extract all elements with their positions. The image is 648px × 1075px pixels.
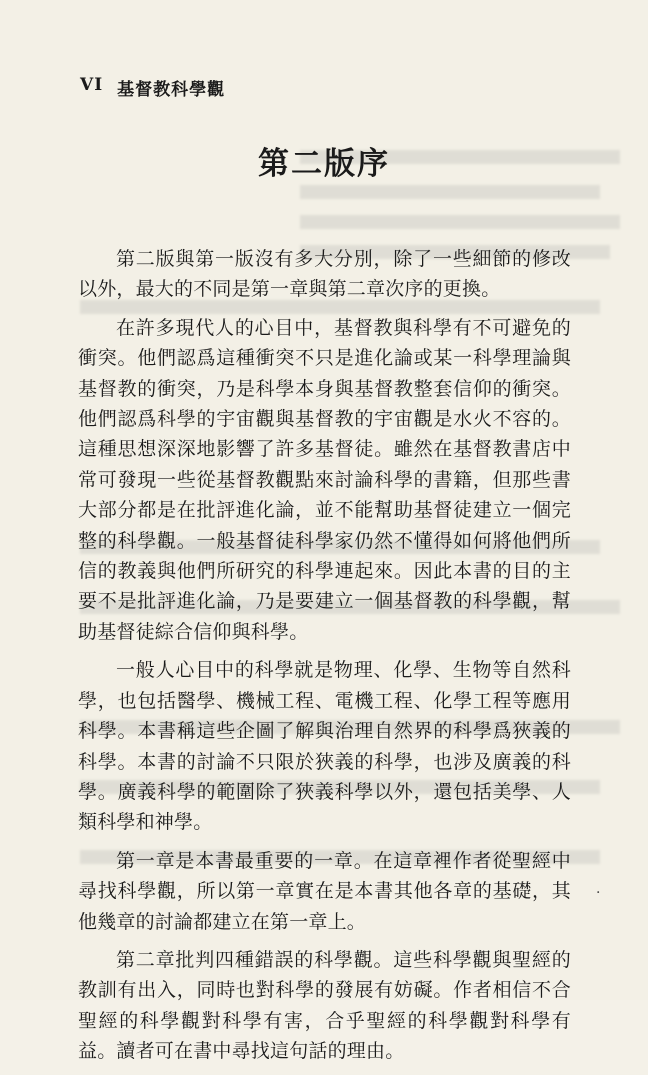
book-title: 基督教科學觀 [117, 80, 226, 100]
paragraph: 在許多現代人的心目中，基督教與科學有不可避免的衝突。他們認爲這種衝突不只是進化論或某一科學理論與基督教的衝突，乃是科學本身與基督教整套信仰的衝突。他們認爲科學的宇宙觀與基督教的宇宙觀是水火不容的。這種思想深深地影響了許多基督徒。雖然在基督教書店中常可發現一些從基督教觀點來討論科學的書籍，但那些書大部分都是在批評進化論，並不能幫助基督徒建立一個完整的科學觀。一般基督徒科學家仍然不懂得如何將他們所信的教義與他們所研究的科學連起來。因此本書的目的主要不是批評進化論，乃是要建立一個基督教的科學觀，幫助基督徒綜合信仰與科學。 [78, 316, 571, 643]
paragraph: 第二版與第一版沒有多大分別，除了一些細節的修改以外，最大的不同是第一章與第二章次序的更換。 [78, 248, 571, 301]
margin-mark: · [596, 885, 601, 901]
paragraph: 第二章批判四種錯誤的科學觀。這些科學觀與聖經的教訓有出入，同時也對科學的發展有妨礙。作者相信不合聖經的科學觀對科學有害，合乎聖經的科學觀對科學有益。讀者可在書中尋找這句話的理由。 [78, 948, 571, 1063]
paragraph: 一般人心目中的科學就是物理、化學、生物等自然科學，也包括醫學、機械工程、電機工程、化學工程等應用科學。本書稱這些企圖了解與治理自然界的科學爲狹義的科學。本書的討論不只限於狹義的科學，也涉及廣義的科學。廣義科學的範圍除了狹義科學以外，還包括美學、人類科學和神學。 [78, 659, 571, 834]
paragraph: 第一章是本書最重要的一章。在這章裡作者從聖經中尋找科學觀，所以第一章實在是本書其他各章的基礎，其他幾章的討論都建立在第一章上。 [78, 849, 571, 933]
page-number: VI [80, 75, 104, 95]
body-text [78, 244, 571, 1075]
chapter-title: 第二版序 [258, 146, 390, 182]
running-head [80, 75, 225, 100]
